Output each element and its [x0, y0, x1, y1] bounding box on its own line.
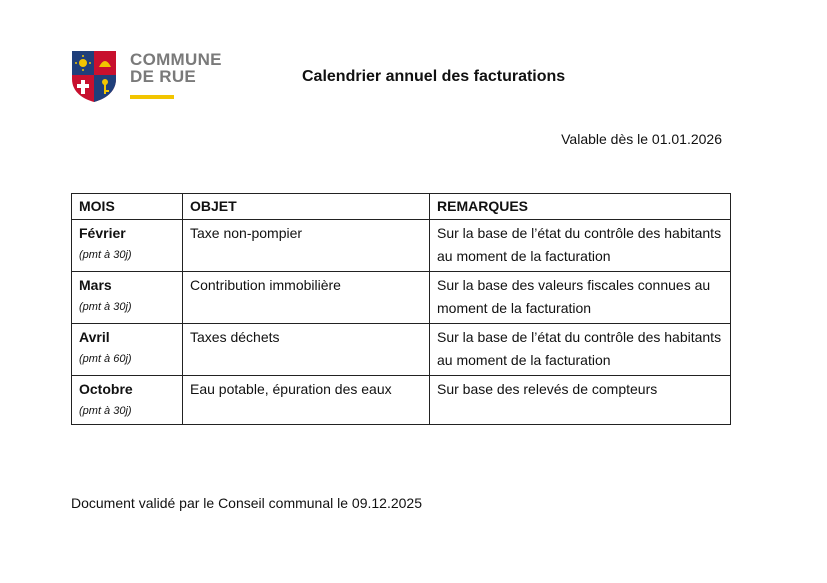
coat-of-arms-icon	[71, 49, 117, 103]
org-name-line1: COMMUNE	[130, 50, 222, 69]
payment-term: (pmt à 30j)	[79, 249, 132, 261]
payment-term: (pmt à 30j)	[79, 301, 132, 313]
validity-date: Valable dès le 01.01.2026	[561, 131, 722, 147]
month-cell	[72, 324, 183, 376]
remark-cell: Sur base des relevés de compteurs	[430, 376, 731, 425]
remark-cell: Sur la base des valeurs fiscales connues au moment de la facturation	[430, 272, 731, 324]
table-row	[72, 376, 731, 425]
table-row	[72, 272, 731, 324]
header-objet: OBJET	[183, 194, 430, 220]
month-cell	[72, 220, 183, 272]
billing-calendar-table	[71, 193, 731, 425]
header-remarques: REMARQUES	[430, 194, 731, 220]
object-cell: Eau potable, épuration des eaux	[183, 376, 430, 425]
month-name: Octobre	[79, 381, 133, 397]
month-cell	[72, 376, 183, 425]
table-row	[72, 324, 731, 376]
commune-logo	[71, 49, 241, 103]
object-cell: Taxe non-pompier	[183, 220, 430, 272]
month-name: Avril	[79, 329, 110, 345]
month-cell	[72, 272, 183, 324]
month-name: Mars	[79, 277, 112, 293]
month-name: Février	[79, 225, 126, 241]
page-title: Calendrier annuel des facturations	[302, 68, 566, 85]
object-cell: Taxes déchets	[183, 324, 430, 376]
header-mois: MOIS	[72, 194, 183, 220]
remark-cell: Sur la base de l’état du contrôle des habitants au moment de la facturation	[430, 220, 731, 272]
remark-cell: Sur la base de l’état du contrôle des habitants au moment de la facturation	[430, 324, 731, 376]
object-cell: Contribution immobilière	[183, 272, 430, 324]
payment-term: (pmt à 30j)	[79, 405, 132, 417]
table-row	[72, 220, 731, 272]
org-name-line2: DE RUE	[130, 67, 197, 86]
table-header-row	[72, 194, 731, 220]
brand-underline	[130, 95, 174, 99]
org-name	[130, 51, 222, 85]
validation-note: Document validé par le Conseil communal le 09.12.2025	[71, 495, 422, 511]
payment-term: (pmt à 60j)	[79, 353, 132, 365]
